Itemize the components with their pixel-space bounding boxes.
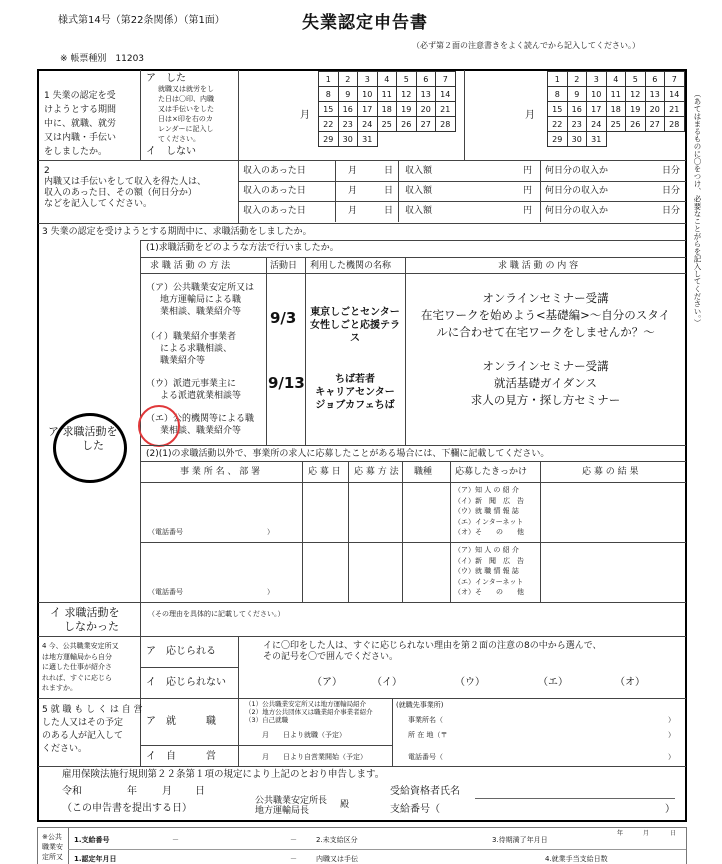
strip-allowance-days: 4.就業手当支給日数 xyxy=(545,855,608,863)
col-content: 求 職 活 動 の 内 容 xyxy=(498,261,579,271)
calendar-day[interactable] xyxy=(416,132,436,147)
calendar-day[interactable]: 26 xyxy=(626,117,646,132)
calendar-day[interactable]: 3 xyxy=(587,72,607,87)
calendar1-month-label: 月 xyxy=(300,110,310,121)
page-title: 失業認定申告書 xyxy=(302,13,428,33)
method-a[interactable]: （ア）公共職業安定所又は 地方運輸局による職 業相談、職業紹介等 xyxy=(146,283,255,317)
q4-choice-u[interactable]: （ウ） xyxy=(455,677,485,688)
office-use-label: ※公共 職業安 定所又 xyxy=(42,833,63,861)
calendar-day[interactable]: 12 xyxy=(626,87,646,102)
entry1-date: 9/3 xyxy=(270,309,297,327)
q3-option-did-not[interactable]: イ 求職活動を しなかった xyxy=(50,606,120,633)
q5-option-job[interactable]: ア 就 職 xyxy=(146,716,216,727)
calendar-day[interactable]: 28 xyxy=(436,117,456,132)
calendar-day[interactable]: 7 xyxy=(665,72,685,87)
q5-office-field[interactable]: 事業所名（ xyxy=(408,716,443,724)
q4-option-cannot[interactable]: イ 応じられない xyxy=(146,677,226,688)
submit-date-note: （この申告書を提出する日） xyxy=(62,803,192,814)
calendar-day[interactable]: 16 xyxy=(567,102,587,117)
income-day: 日 xyxy=(384,166,394,176)
calendar-day[interactable]: 22 xyxy=(319,117,339,132)
calendar-day[interactable]: 24 xyxy=(358,117,378,132)
strip-unpaid-class: 2.未支給区分 xyxy=(316,836,358,844)
calendar-day[interactable]: 16 xyxy=(338,102,358,117)
method-u[interactable]: （ウ）派遣元事業主に よる派遣就業相談等 xyxy=(146,379,242,401)
col-job: 職種 xyxy=(414,467,433,477)
q4-note: イに〇印をした人は、すぐに応じられない理由を第２面の注意の8の中から選んで、 その記号を〇で囲んでください。 xyxy=(263,641,602,662)
q5-question: 5 就 職 も し く は 自 営 した人又はその予定 のある人が記入して ください。 xyxy=(42,705,143,754)
calendar-day[interactable]: 19 xyxy=(626,102,646,117)
col-org: 利用した機関の名称 xyxy=(310,261,392,271)
q3-sub1: (1)求職活動をどのような方法で行いましたか。 xyxy=(146,243,339,253)
calendar-day[interactable]: 27 xyxy=(416,117,436,132)
calendar-day[interactable] xyxy=(397,132,417,147)
calendar-day[interactable]: 31 xyxy=(587,132,607,147)
calendar-day[interactable]: 8 xyxy=(548,87,568,102)
law-text: 雇用保険法施行規則第２２条第１項の規定により上記のとおり申告します。 xyxy=(62,769,385,780)
col-date: 活動日 xyxy=(270,261,298,271)
strip-dash-3: － xyxy=(290,855,297,863)
notice-text: （必ず第２面の注意書きをよく読んでから記入してください。） xyxy=(412,41,640,50)
q5-office-close: ） xyxy=(668,716,675,724)
q4-choice-a[interactable]: （ア） xyxy=(312,677,342,688)
q3-question: 3 失業の認定を受けようとする期間中に、求職活動をしましたか。 xyxy=(42,227,312,237)
chief-title: 公共職業安定所長 地方運輸局長 xyxy=(255,796,328,816)
col-apply-date: 応 募 日 xyxy=(308,467,341,477)
q4-option-can[interactable]: ア 応じられる xyxy=(146,646,216,657)
calendar-day[interactable]: 15 xyxy=(548,102,568,117)
col-office: 事 業 所 名 、 部 署 xyxy=(180,467,261,477)
strip-unit-year: 年 xyxy=(617,830,624,837)
calendar-day[interactable]: 20 xyxy=(416,102,436,117)
calendar-day[interactable]: 13 xyxy=(416,87,436,102)
calendar-day[interactable]: 13 xyxy=(645,87,665,102)
strip-dash-2: － xyxy=(290,836,297,844)
col-apply-method: 応 募 方 法 xyxy=(354,467,399,477)
calendar-day[interactable]: 1 xyxy=(319,72,339,87)
side-note: （あてはまるものに〇をつけ、必要なことがらを記入してください。） xyxy=(693,90,702,327)
calendar-day[interactable]: 21 xyxy=(436,102,456,117)
q4-choice-i[interactable]: （イ） xyxy=(372,677,402,688)
calendar-day[interactable]: 26 xyxy=(397,117,417,132)
calendar-day[interactable] xyxy=(645,132,665,147)
income-days-unit: 日分 xyxy=(662,186,681,196)
calendar-day[interactable]: 18 xyxy=(377,102,397,117)
strip-unit-day: 日 xyxy=(670,830,677,837)
q5-tel-field[interactable]: 電話番号（ xyxy=(408,753,443,761)
income-days-label: 何日分の収入か xyxy=(545,206,609,216)
phone-1: （電話番号 ） xyxy=(148,528,274,536)
calendar-day[interactable] xyxy=(606,132,626,147)
calendar-day[interactable]: 31 xyxy=(358,132,378,147)
calendar-day[interactable] xyxy=(626,132,646,147)
q5-start-self: 月 日より自営業開始（予定） xyxy=(262,753,367,761)
method-i[interactable]: （イ）職業紹介事業者 による求職相談、 職業紹介等 xyxy=(146,332,237,366)
calendar-day[interactable]: 6 xyxy=(645,72,665,87)
entry1-org: 東京しごとセンター 女性しごと応援テラ ス xyxy=(310,307,400,344)
benefit-number-close: ） xyxy=(665,804,675,815)
income-date-label: 収入のあった日 xyxy=(243,206,306,216)
income-day: 日 xyxy=(384,206,394,216)
calendar-day[interactable]: 9 xyxy=(567,87,587,102)
red-circle-mark xyxy=(138,405,180,447)
calendar-day[interactable]: 5 xyxy=(397,72,417,87)
calendar-day[interactable]: 5 xyxy=(626,72,646,87)
income-month: 月 xyxy=(348,206,358,216)
calendar-day[interactable]: 28 xyxy=(665,117,685,132)
date-year-label: 年 xyxy=(127,786,137,797)
calendar-day[interactable]: 22 xyxy=(548,117,568,132)
income-month: 月 xyxy=(348,166,358,176)
calendar-day[interactable]: 8 xyxy=(319,87,339,102)
calendar-day[interactable]: 25 xyxy=(377,117,397,132)
q4-choice-o[interactable]: （オ） xyxy=(615,677,645,688)
calendar-day[interactable]: 6 xyxy=(416,72,436,87)
income-yen: 円 xyxy=(523,186,533,196)
strip-dash-1: － xyxy=(172,836,179,844)
calendar-day[interactable] xyxy=(665,132,685,147)
calendar-day[interactable]: 23 xyxy=(567,117,587,132)
reason-note: （その理由を具体的に記載してください。） xyxy=(148,610,285,618)
entry2-date: 9/13 xyxy=(268,374,305,392)
date-month-label: 月 xyxy=(162,786,172,797)
entry2-org: ちば若者 キャリアセンター ジョブカフェちば xyxy=(315,374,395,411)
calendar-day[interactable]: 9 xyxy=(338,87,358,102)
entry1-content: オンラインセミナー受講 在宅ワークを始めよう<基礎編>〜自分のスタイ ルに合わせて在宅ワークをしませんか？〜 xyxy=(420,291,671,339)
calendar-day[interactable]: 30 xyxy=(338,132,358,147)
q1-option-did-not[interactable]: イ しない xyxy=(146,146,196,157)
form-number: 様式第14号（第22条関係）（第1面） xyxy=(58,15,225,26)
q5-addr-field[interactable]: 所 在 地（〒 xyxy=(408,731,448,739)
q3-sub2: (2)(1)の求職活動以外で、事業所の求人に応募したことがある場合には、下欄に記載してください。 xyxy=(146,449,550,459)
calendar-1[interactable] xyxy=(318,71,456,147)
applicant-name-label: 受給資格者氏名 xyxy=(390,786,460,797)
trigger-list-2[interactable]: （ア）知 人 の 紹 介 （イ）新 聞 広 告 （ウ）就 職 情 報 誌 （エ）インターネット （オ）そ の 他 xyxy=(454,546,524,596)
calendar-day[interactable]: 17 xyxy=(587,102,607,117)
income-yen: 円 xyxy=(523,166,533,176)
strip-payment-number: 1.支給番号 xyxy=(74,836,110,844)
calendar-day[interactable]: 10 xyxy=(358,87,378,102)
q5-start-job: 月 日より就職（予定） xyxy=(262,731,346,739)
q4-choice-e[interactable]: （エ） xyxy=(538,677,568,688)
calendar-day[interactable]: 25 xyxy=(606,117,626,132)
q5-route-list[interactable]: （1）公共職業安定所又は地方運輸局紹介 （2）地方公共団体又は職業紹介事業者紹介 （3）自己就職 xyxy=(245,700,373,724)
calendar-day[interactable]: 10 xyxy=(587,87,607,102)
q1-option-note: 就職又は就労をし た日は〇印、内職 又は手伝いをした 日は×印を右のカ レンダーに記入し てください。 xyxy=(158,85,214,143)
strip-wait-date: 3.待期満了年月日 xyxy=(492,836,548,844)
col-result: 応 募 の 結 果 xyxy=(582,467,639,477)
calendar-day[interactable]: 24 xyxy=(587,117,607,132)
calendar-day[interactable]: 15 xyxy=(319,102,339,117)
calendar-day[interactable] xyxy=(377,132,397,147)
strip-cert-date: 1.認定年月日 xyxy=(74,855,117,863)
calendar-day[interactable]: 17 xyxy=(358,102,378,117)
calendar-day[interactable]: 29 xyxy=(319,132,339,147)
calendar-day[interactable]: 27 xyxy=(645,117,665,132)
calendar-day[interactable]: 23 xyxy=(338,117,358,132)
calendar-day[interactable]: 3 xyxy=(358,72,378,87)
q2-question: 2 内職又は手伝いをして収入を得た人は、 収入のあった日、その額（何日分か） などを記入してください。 xyxy=(44,166,207,209)
method-e[interactable]: （エ）公的機関等による職 業相談、職業紹介等 xyxy=(146,414,255,436)
calendar-day[interactable] xyxy=(436,132,456,147)
trigger-list-1[interactable]: （ア）知 人 の 紹 介 （イ）新 聞 広 告 （ウ）就 職 情 報 誌 （エ）インターネット （オ）そ の 他 xyxy=(454,486,524,536)
calendar-day[interactable]: 18 xyxy=(606,102,626,117)
q5-addr-close: ） xyxy=(668,731,675,739)
income-days-label: 何日分の収入か xyxy=(545,186,609,196)
calendar-day[interactable]: 19 xyxy=(397,102,417,117)
q3-option-did[interactable]: ア 求職活動を した xyxy=(48,425,118,452)
dono: 殿 xyxy=(340,800,350,810)
q1-option-did[interactable]: ア した xyxy=(146,73,186,84)
calendar-day[interactable]: 11 xyxy=(606,87,626,102)
q1-question: 1 失業の認定を受 けようとする期間 中に、就職、就労 又は内職・手伝い をしましたか。 xyxy=(44,91,117,157)
entry2-content: オンラインセミナー受講 就活基礎ガイダンス 求人の見方・探し方セミナー xyxy=(470,359,621,407)
calendar-2[interactable] xyxy=(547,71,685,147)
calendar-day[interactable]: 30 xyxy=(567,132,587,147)
calendar-day[interactable]: 2 xyxy=(567,72,587,87)
income-amount-label: 収入額 xyxy=(405,186,433,196)
calendar-day[interactable]: 21 xyxy=(665,102,685,117)
income-yen: 円 xyxy=(523,206,533,216)
calendar-day[interactable]: 4 xyxy=(377,72,397,87)
calendar2-month-label: 月 xyxy=(525,110,535,121)
calendar-day[interactable]: 14 xyxy=(436,87,456,102)
date-day-label: 日 xyxy=(195,786,205,797)
strip-unit-month: 月 xyxy=(643,830,650,837)
calendar-day[interactable]: 2 xyxy=(338,72,358,87)
q5-option-self[interactable]: イ 自 営 xyxy=(146,751,216,762)
income-date-label: 収入のあった日 xyxy=(243,166,306,176)
ledger-type: ※ 帳票種別 11203 xyxy=(60,54,145,64)
income-date-label: 収入のあった日 xyxy=(243,186,306,196)
income-days-unit: 日分 xyxy=(662,206,681,216)
q5-tel-close: ） xyxy=(668,753,675,761)
date-reiwa: 令和 xyxy=(62,786,82,797)
income-amount-label: 収入額 xyxy=(405,206,433,216)
calendar-day[interactable]: 12 xyxy=(397,87,417,102)
income-month: 月 xyxy=(348,186,358,196)
q5-dest-label: (就職先事業所) xyxy=(396,701,444,709)
strip-side-job: 内職又は手伝 xyxy=(316,855,358,863)
q4-question: 4 今、公共職業安定所又 は地方運輸局から自分 に適した仕事が紹介さ れれば、すぐに応じら れますか。 xyxy=(42,642,119,692)
calendar-day[interactable]: 4 xyxy=(606,72,626,87)
income-day: 日 xyxy=(384,186,394,196)
calendar-day[interactable]: 20 xyxy=(645,102,665,117)
col-trigger: 応募したきっかけ xyxy=(455,467,528,477)
benefit-number-field[interactable]: 支給番号（ xyxy=(390,804,440,815)
calendar-day[interactable]: 14 xyxy=(665,87,685,102)
phone-2: （電話番号 ） xyxy=(148,588,274,596)
calendar-day[interactable]: 11 xyxy=(377,87,397,102)
col-method: 求 職 活 動 の 方 法 xyxy=(150,261,231,271)
calendar-day[interactable]: 7 xyxy=(436,72,456,87)
calendar-day[interactable]: 29 xyxy=(548,132,568,147)
income-amount-label: 収入額 xyxy=(405,166,433,176)
calendar-day[interactable]: 1 xyxy=(548,72,568,87)
income-days-unit: 日分 xyxy=(662,166,681,176)
income-days-label: 何日分の収入か xyxy=(545,166,609,176)
